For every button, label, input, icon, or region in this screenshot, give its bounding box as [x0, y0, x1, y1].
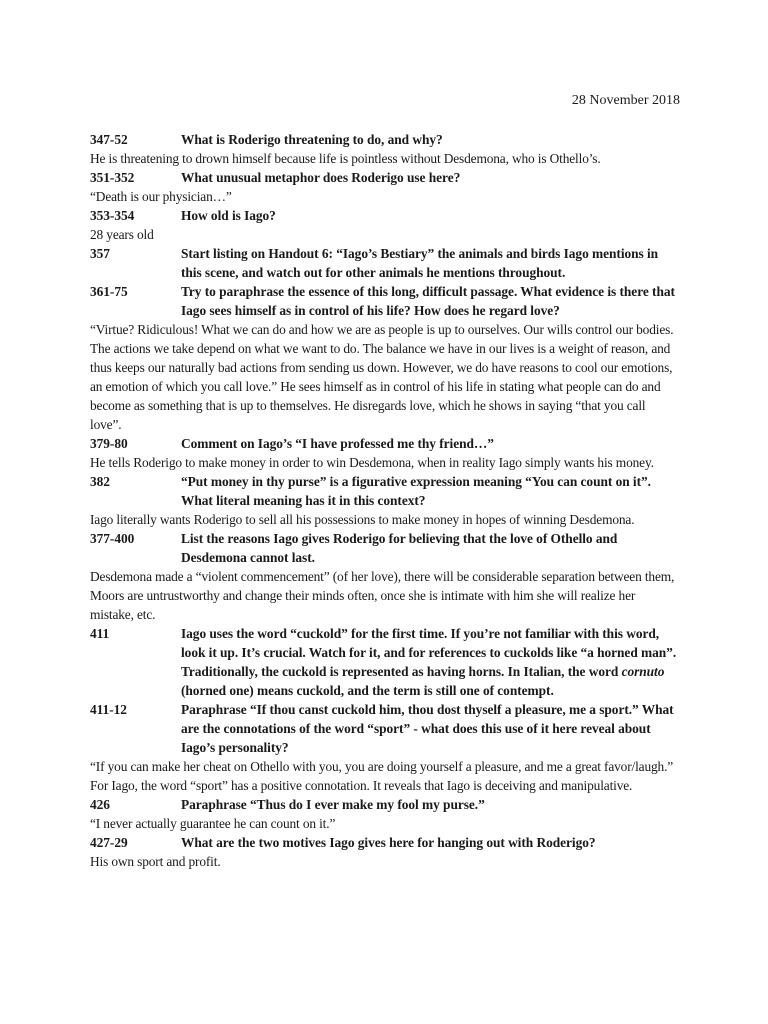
answer-text: “Virtue? Ridiculous! What we can do and how we are as people is up to ourselves. Our wills control our bodies. The actions we take depend on what we want to do. The balance we have in our lives is a weight of reason, and thus keeps our naturally bad actions from sending us down. However, we do have reasons to cool our emotions, an emotion of which you call love.” He sees himself as in control of his life in stating what people can do and become as something that is up to themselves. He disregards love, which he shows in saying “that you call love”.: [90, 322, 674, 432]
line-reference: 361-75: [90, 284, 128, 299]
line-reference: 351-352: [90, 170, 135, 185]
question-text: What is Roderigo threatening to do, and why?: [181, 132, 443, 147]
line-reference: 353-354: [90, 208, 135, 223]
question-row: [90, 168, 680, 187]
line-reference: 427-29: [90, 835, 128, 850]
question-text: How old is Iago?: [181, 208, 276, 223]
question-row: [90, 244, 680, 282]
question-text-part: Iago uses the word “cuckold” for the first time. If you’re not familiar with this word, look it up. It’s crucial. Watch for it, and for references to cuckolds like “a horned man”. Traditionally, the cuckold is represented as having horns. In Italian, the word: [181, 626, 677, 679]
question-text: Start listing on Handout 6: “Iago’s Bestiary” the animals and birds Iago mentions in this scene, and watch out for other animals he mentions throughout.: [181, 246, 659, 280]
line-reference: 377-400: [90, 531, 135, 546]
line-reference: 347-52: [90, 132, 128, 147]
question-text: Paraphrase “If thou canst cuckold him, thou dost thyself a pleasure, me a sport.” What are the connotations of the word “sport” - what does this use of it here reveal about Iago’s personality?: [181, 702, 674, 755]
question-text: “Put money in thy purse” is a figurative expression meaning “You can count on it”. What literal meaning has it in this context?: [181, 474, 651, 508]
question-row: [90, 434, 680, 453]
line-reference: 426: [90, 797, 110, 812]
question-row: [90, 529, 680, 567]
line-reference: 379-80: [90, 436, 128, 451]
line-reference: 411-12: [90, 702, 127, 717]
answer-text: He tells Roderigo to make money in order to win Desdemona, when in reality Iago simply wants his money.: [90, 455, 654, 470]
line-reference: 357: [90, 246, 110, 261]
question-text: List the reasons Iago gives Roderigo for believing that the love of Othello and Desdemona cannot last.: [181, 531, 618, 565]
question-row: [90, 624, 680, 700]
question-text: [181, 624, 680, 700]
question-text: Try to paraphrase the essence of this long, difficult passage. What evidence is there that Iago sees himself as in control of his life? How does he regard love?: [181, 284, 675, 318]
answer-text: Desdemona made a “violent commencement” (of her love), there will be considerable separation between them, Moors are untrustworthy and change their minds often, once she is intimate with him she will realize her mistake, etc.: [90, 569, 675, 622]
question-row: [90, 795, 680, 814]
document-date: 28 November 2018: [571, 93, 680, 108]
answer-text: “I never actually guarantee he can count on it.”: [90, 816, 336, 831]
question-row: [90, 833, 680, 852]
document-page: [90, 92, 680, 871]
question-row: [90, 472, 680, 510]
line-reference: 382: [90, 474, 110, 489]
italic-term: cornuto: [621, 664, 665, 679]
question-row: [90, 130, 680, 149]
question-text: What unusual metaphor does Roderigo use here?: [181, 170, 461, 185]
question-row: [90, 282, 680, 320]
answer-text: He is threatening to drown himself because life is pointless without Desdemona, who is Othello’s.: [90, 151, 601, 166]
answer-text: 28 years old: [90, 227, 154, 242]
question-row: [90, 206, 680, 225]
question-text: Comment on Iago’s “I have professed me thy friend…”: [181, 436, 494, 451]
question-text: What are the two motives Iago gives here for hanging out with Roderigo?: [181, 835, 596, 850]
answer-text: Iago literally wants Roderigo to sell all his possessions to make money in hopes of winning Desdemona.: [90, 512, 635, 527]
question-text: Paraphrase “Thus do I ever make my fool my purse.”: [181, 797, 485, 812]
answer-text: His own sport and profit.: [90, 854, 221, 869]
question-row: [90, 700, 680, 757]
question-text-part: (horned one) means cuckold, and the term is still one of contempt.: [181, 683, 554, 698]
answer-text: “If you can make her cheat on Othello with you, you are doing yourself a pleasure, and me a great favor/laugh.” For Iago, the word “sport” has a positive connotation. It reveals that Iago is deceiving and manipulative.: [90, 759, 674, 793]
line-reference: 411: [90, 626, 110, 641]
answer-text: “Death is our physician…”: [90, 189, 232, 204]
